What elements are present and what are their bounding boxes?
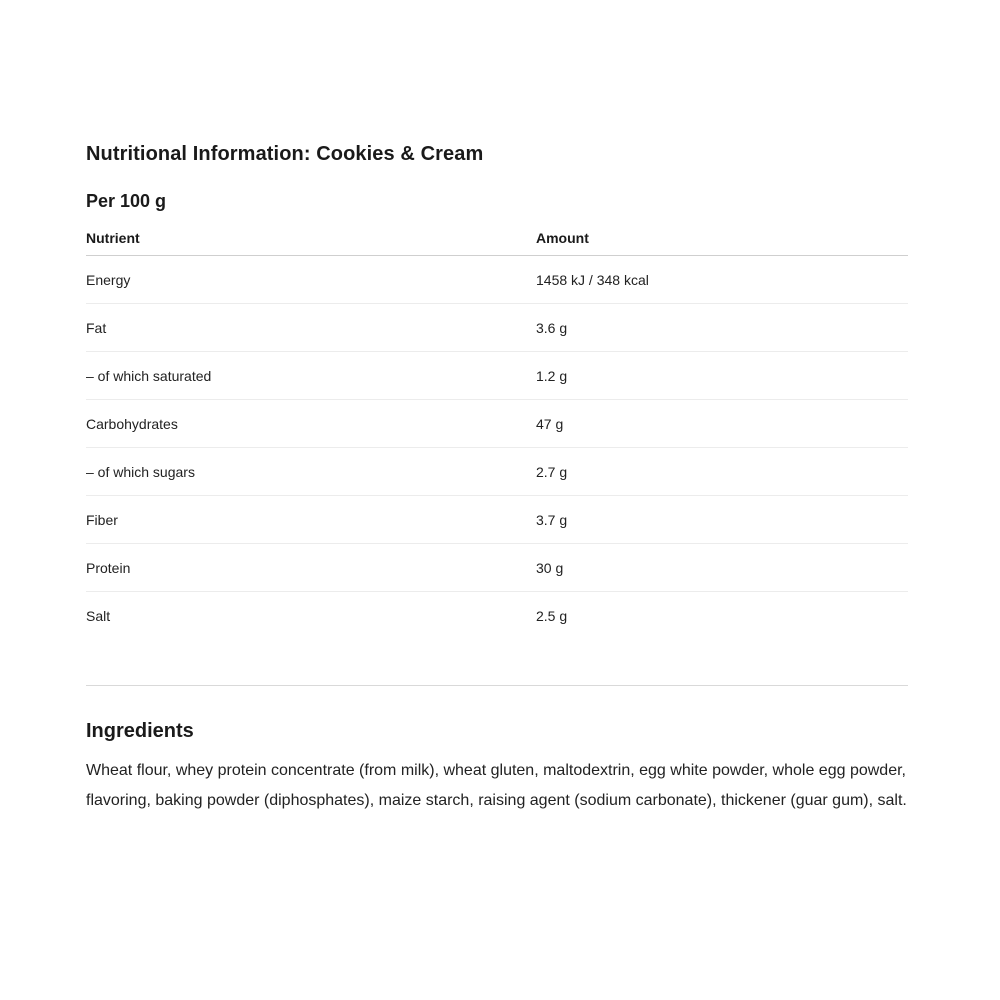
nutrition-title: Nutritional Information: Cookies & Cream [86,143,484,165]
nutrient-name: – of which sugars [86,464,195,480]
amount-column-header: Amount [536,230,589,246]
nutrient-amount: 3.6 g [536,320,568,336]
ingredients-heading: Ingredients [86,720,194,742]
nutrient-amount: 3.7 g [536,512,568,528]
nutrient-amount: 47 g [536,416,564,432]
nutrition-table-header [86,222,908,256]
table-row [86,496,908,544]
nutrient-name: – of which saturated [86,368,212,384]
nutrient-amount: 1.2 g [536,368,568,384]
table-row [86,544,908,592]
nutrition-table [86,222,908,639]
nutrient-amount: 2.7 g [536,464,568,480]
table-row [86,448,908,496]
table-row [86,352,908,400]
nutrient-name: Energy [86,272,131,288]
table-row [86,592,908,639]
nutrient-name: Carbohydrates [86,416,178,432]
nutrient-column-header: Nutrient [86,230,140,246]
per-100g-label: Per 100 g [86,191,167,211]
nutrient-amount: 2.5 g [536,608,568,624]
nutrient-name: Protein [86,560,131,576]
nutrient-name: Salt [86,608,111,624]
table-row [86,400,908,448]
table-row [86,256,908,304]
section-divider [86,685,908,686]
nutrient-amount: 1458 kJ / 348 kcal [536,272,649,288]
nutrition-table-body [86,256,908,639]
table-row [86,304,908,352]
ingredients-text: Wheat flour, whey protein concentrate (from milk), wheat gluten, maltodextrin, egg white powder, whole egg powder, flavoring, baking powder (diphosphates), maize starch, raising agent (sodium carbonate), thickener (guar gum), salt. [86,762,907,809]
nutrient-name: Fiber [86,512,118,528]
nutrient-amount: 30 g [536,560,564,576]
nutrient-name: Fat [86,320,107,336]
